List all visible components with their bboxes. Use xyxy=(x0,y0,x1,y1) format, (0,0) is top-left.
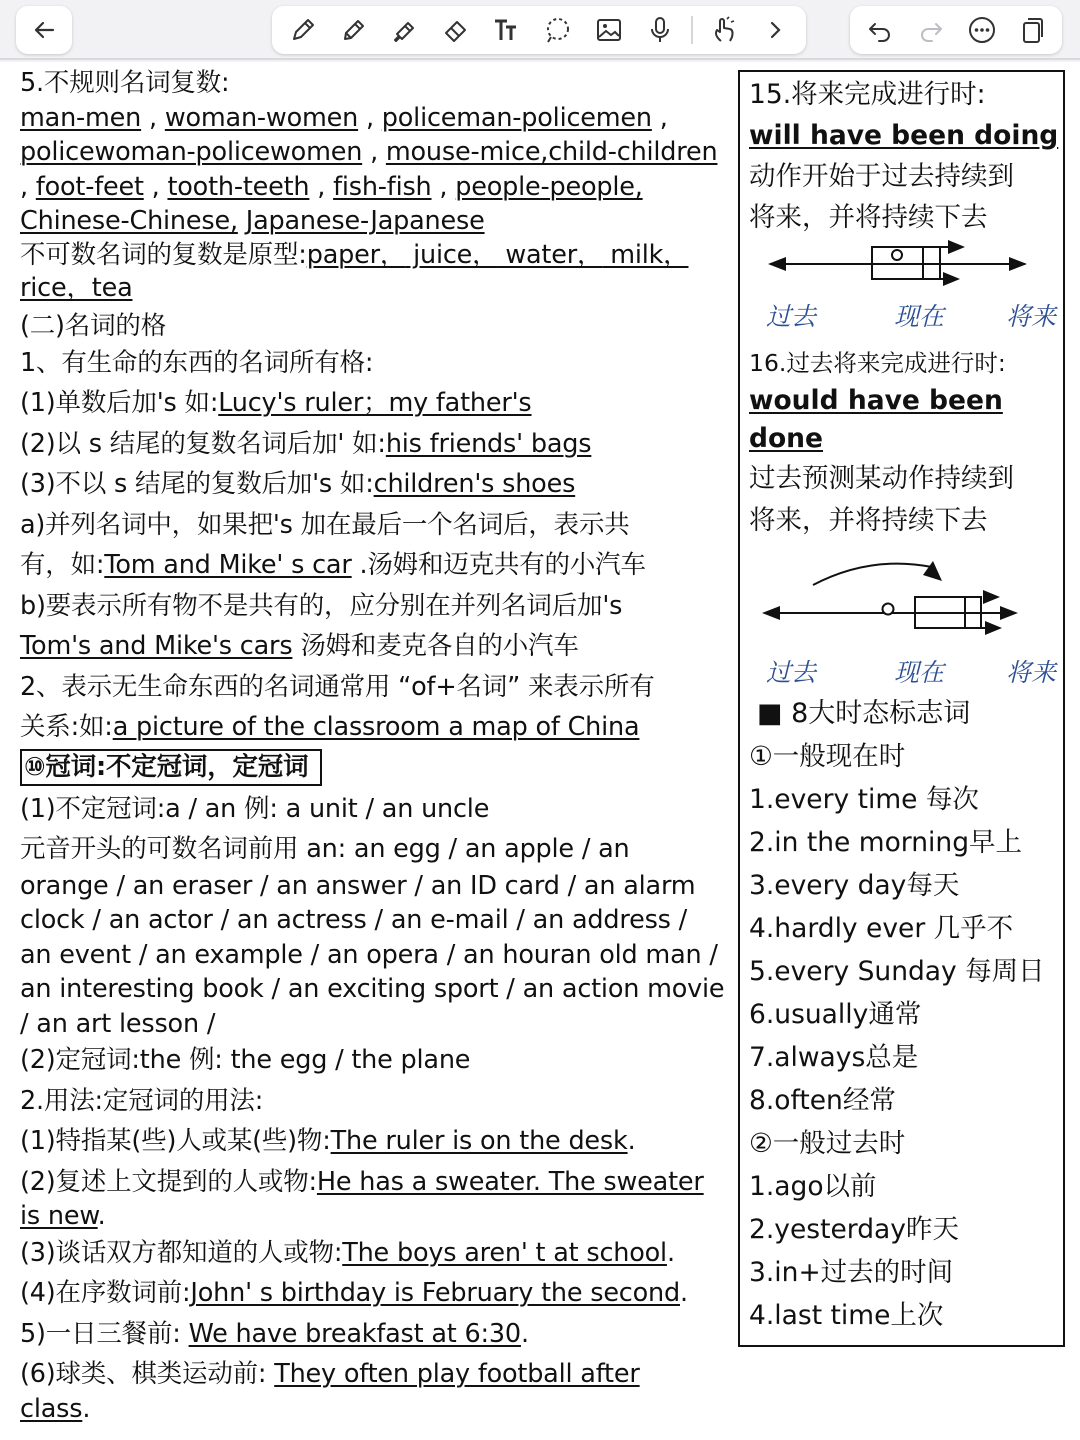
vowel-line: 元音开头的可数名词前用 an: an egg / an apple / an xyxy=(20,834,630,864)
label-now: 现在 xyxy=(894,658,945,687)
tense-description: 将来，并将持续下去 xyxy=(749,202,988,233)
usage-2 xyxy=(20,1165,732,1234)
rule-2 xyxy=(20,427,732,462)
irregular-plural-heading: 5.不规则名词复数: xyxy=(20,68,230,98)
plural-example: foot-feet xyxy=(35,171,144,202)
rule-label: (2)以 s 结尾的复数名词后加' 如: xyxy=(20,428,386,459)
marker-item: 5.every Sunday 每周日 xyxy=(749,956,1045,987)
plural-example: fish-fish xyxy=(333,171,432,202)
marker-item: 7.always总是 xyxy=(749,1042,919,1073)
rule-b: b)要表示所有物不是共有的，应分别在并列名词后加's xyxy=(20,590,623,621)
uncountable-example: paper， xyxy=(306,239,406,270)
highlighter-icon[interactable] xyxy=(385,10,425,50)
rule-example: Tom and Mike' s car xyxy=(104,550,352,580)
plural-example: Japanese-Japanese xyxy=(245,206,485,236)
rule-translation: 汤姆和麦克各自的小汽车 xyxy=(292,631,579,661)
timeline-diagram-16 xyxy=(740,557,1063,642)
plural-example: man-men xyxy=(20,102,142,133)
usage-example: is new xyxy=(20,1201,98,1231)
usage-4 xyxy=(20,1276,732,1311)
tense-description: 动作开始于过去持续到 xyxy=(749,161,1014,192)
rule-b-example xyxy=(20,629,732,664)
tense-notes-box xyxy=(738,70,1065,1347)
uncountable-example: juice， xyxy=(405,239,498,270)
rule-3 xyxy=(20,467,732,502)
rule-translation: .汤姆和迈克共有的小汽车 xyxy=(351,550,646,580)
label-past: 过去 xyxy=(766,302,817,331)
period: . xyxy=(666,1237,675,1268)
marker-item: 2.yesterday昨天 xyxy=(749,1214,959,1245)
redo-icon[interactable] xyxy=(911,10,951,50)
usage-label: (2)复述上文提到的人或物: xyxy=(20,1166,317,1197)
rule-example: children's shoes xyxy=(373,469,576,499)
rule-label: (1)单数后加's 如: xyxy=(20,388,219,418)
separator: , xyxy=(362,137,386,167)
plural-example: woman-women xyxy=(164,102,359,133)
rule-1 xyxy=(20,386,732,421)
eraser-icon[interactable] xyxy=(436,10,476,50)
vowel-line: clock / an actor / an actress / an e-mail / an address / xyxy=(20,905,688,935)
tense-title: 16.过去将来完成进行时: xyxy=(749,349,1006,377)
tense-form: done xyxy=(749,423,824,454)
period: . xyxy=(679,1278,688,1308)
tense-markers xyxy=(749,692,1059,1337)
period: . xyxy=(520,1318,529,1349)
simple-present-title: ①一般现在时 xyxy=(749,741,906,772)
uncountable-example: milk， xyxy=(602,239,689,270)
label-future: 将来 xyxy=(1006,658,1057,687)
usage-example: They often play football after xyxy=(274,1359,640,1389)
rule-a-example xyxy=(20,548,732,583)
separator: , xyxy=(143,171,168,202)
uncountable-example: rice，tea xyxy=(20,272,133,303)
period: . xyxy=(82,1393,91,1424)
chevron-right-icon[interactable] xyxy=(755,10,795,50)
pen-icon[interactable] xyxy=(283,10,323,50)
marker-item: 3.in+过去的时间 xyxy=(749,1257,954,1288)
usage-example: The ruler is on the desk xyxy=(330,1126,628,1156)
marker-item: 1.every time 每次 xyxy=(749,784,979,815)
vowel-line: an interesting book / an exciting sport / an action movie xyxy=(20,974,725,1004)
usage-6 xyxy=(20,1357,732,1426)
label-past: 过去 xyxy=(766,658,817,687)
more-icon[interactable] xyxy=(962,10,1002,50)
usage-5 xyxy=(20,1317,732,1352)
usage-label: (3)谈话双方都知道的人或物: xyxy=(20,1237,343,1268)
usage-label: (4)在序数词前: xyxy=(20,1278,191,1308)
marker-item: 4.hardly ever 几乎不 xyxy=(749,913,1014,944)
usage-example: We have breakfast at 6:30 xyxy=(188,1318,521,1349)
usage-3 xyxy=(20,1236,732,1271)
touch-draw-icon[interactable] xyxy=(704,10,744,50)
rule-example: Lucy's ruler；my father's xyxy=(218,388,532,418)
rule-label: (3)不以 s 结尾的复数后加's 如: xyxy=(20,469,374,499)
irregular-plural-examples xyxy=(20,101,732,239)
simple-past-title: ②一般过去时 xyxy=(749,1128,906,1159)
usage-1 xyxy=(20,1124,732,1159)
back-arrow-icon xyxy=(24,10,64,50)
tense-title: 15.将来完成进行时: xyxy=(749,79,986,110)
tense-16 xyxy=(749,344,1059,542)
uncountable-label: 不可数名词的复数是原型: xyxy=(20,239,307,270)
tense-15 xyxy=(749,74,1059,238)
vowel-line: orange / an eraser / an answer / an ID card / an alarm xyxy=(20,870,696,901)
inanimate-example xyxy=(20,710,732,745)
rule-example: Tom's and Mike's cars xyxy=(20,631,293,661)
back-button[interactable] xyxy=(16,6,72,54)
period: . xyxy=(627,1126,636,1156)
marker-item: 3.every day每天 xyxy=(749,870,960,901)
usage-label: 5)一日三餐前: xyxy=(20,1318,189,1349)
grammar-notes-left xyxy=(20,66,732,1426)
vowel-line: / an art lesson / xyxy=(20,1008,216,1039)
page-actions xyxy=(850,6,1062,54)
timeline-diagram-15 xyxy=(740,234,1063,294)
tense-description: 过去预测某动作持续到 xyxy=(749,463,1014,494)
usage-example: John' s birthday is February the second xyxy=(190,1278,680,1308)
lasso-icon[interactable] xyxy=(538,10,578,50)
rule-example: a picture of the classroom a map of China xyxy=(112,712,640,742)
toolbar xyxy=(0,0,1080,62)
drawing-tools xyxy=(272,6,806,54)
possessive-heading: (二)名词的格 xyxy=(20,310,166,341)
microphone-icon[interactable] xyxy=(640,10,680,50)
rule-label: 关系:如: xyxy=(20,712,113,742)
uncountable-line xyxy=(20,239,732,305)
animate-possessive: 1、有生命的东西的名词所有格: xyxy=(20,348,374,378)
separator: , xyxy=(141,102,165,133)
usage-heading: 2.用法:定冠词的用法: xyxy=(20,1085,264,1116)
plural-example: Chinese-Chinese, xyxy=(20,206,238,236)
image-icon[interactable] xyxy=(589,10,629,50)
definite-article: (2)定冠词:the 例: the egg / the plane xyxy=(20,1045,471,1075)
label-future: 将来 xyxy=(1006,302,1057,331)
pages-icon[interactable] xyxy=(1013,10,1053,50)
articles-heading-box: ⑩冠词:不定冠词，定冠词 xyxy=(20,749,322,786)
rule-a: a)并列名词中，如果把's 加在最后一个名词后，表示共 xyxy=(20,509,630,540)
tense-form: will have been doing xyxy=(749,120,1059,151)
toolbar-divider xyxy=(0,58,1080,60)
uncountable-example: water， xyxy=(497,239,603,270)
marker-item: 1.ago以前 xyxy=(749,1171,877,1202)
tense-description: 将来，并将持续下去 xyxy=(749,505,988,536)
plural-example: policewoman-policewomen xyxy=(20,137,363,167)
usage-example: The boys aren' t at school xyxy=(342,1237,667,1268)
marker-item: 8.often经常 xyxy=(749,1085,896,1116)
marker-item: 6.usually通常 xyxy=(749,999,922,1030)
toolbar-separator xyxy=(691,16,693,44)
marker-item: 2.in the morning早上 xyxy=(749,827,1023,858)
markers-heading: ■ 8大时态标志词 xyxy=(757,698,971,729)
separator: , xyxy=(309,171,334,202)
label-now: 现在 xyxy=(894,302,945,331)
indefinite-article: (1)不定冠词:a / an 例: a unit / an uncle xyxy=(20,793,490,824)
text-tool-icon[interactable] xyxy=(487,10,527,50)
pencil-icon[interactable] xyxy=(334,10,374,50)
tense-form: would have been xyxy=(749,385,1003,416)
separator: , xyxy=(651,102,668,133)
rule-label: 有，如: xyxy=(20,550,105,580)
inanimate-possessive: 2、表示无生命东西的名词通常用 “of+名词” 来表示所有 xyxy=(20,671,655,702)
plural-example: people-people, xyxy=(455,171,643,202)
plural-example: policeman-policemen xyxy=(381,102,652,133)
plural-example: mouse-mice,child-children xyxy=(385,137,718,167)
period: . xyxy=(97,1201,106,1231)
plural-example: tooth-teeth xyxy=(167,171,310,202)
separator: , xyxy=(20,171,36,202)
usage-example: class xyxy=(20,1393,83,1424)
undo-icon[interactable] xyxy=(860,10,900,50)
marker-item: 4.last time上次 xyxy=(749,1300,944,1331)
usage-label: (1)特指某(些)人或某(些)物: xyxy=(20,1126,331,1156)
vowel-line: an event / an example / an opera / an houran old man / xyxy=(20,939,718,970)
rule-example: his friends' bags xyxy=(385,428,592,459)
usage-label: (6)球类、棋类运动前: xyxy=(20,1359,275,1389)
separator: , xyxy=(431,171,456,202)
separator: , xyxy=(358,102,382,133)
usage-example: He has a sweater. The sweater xyxy=(316,1166,704,1197)
